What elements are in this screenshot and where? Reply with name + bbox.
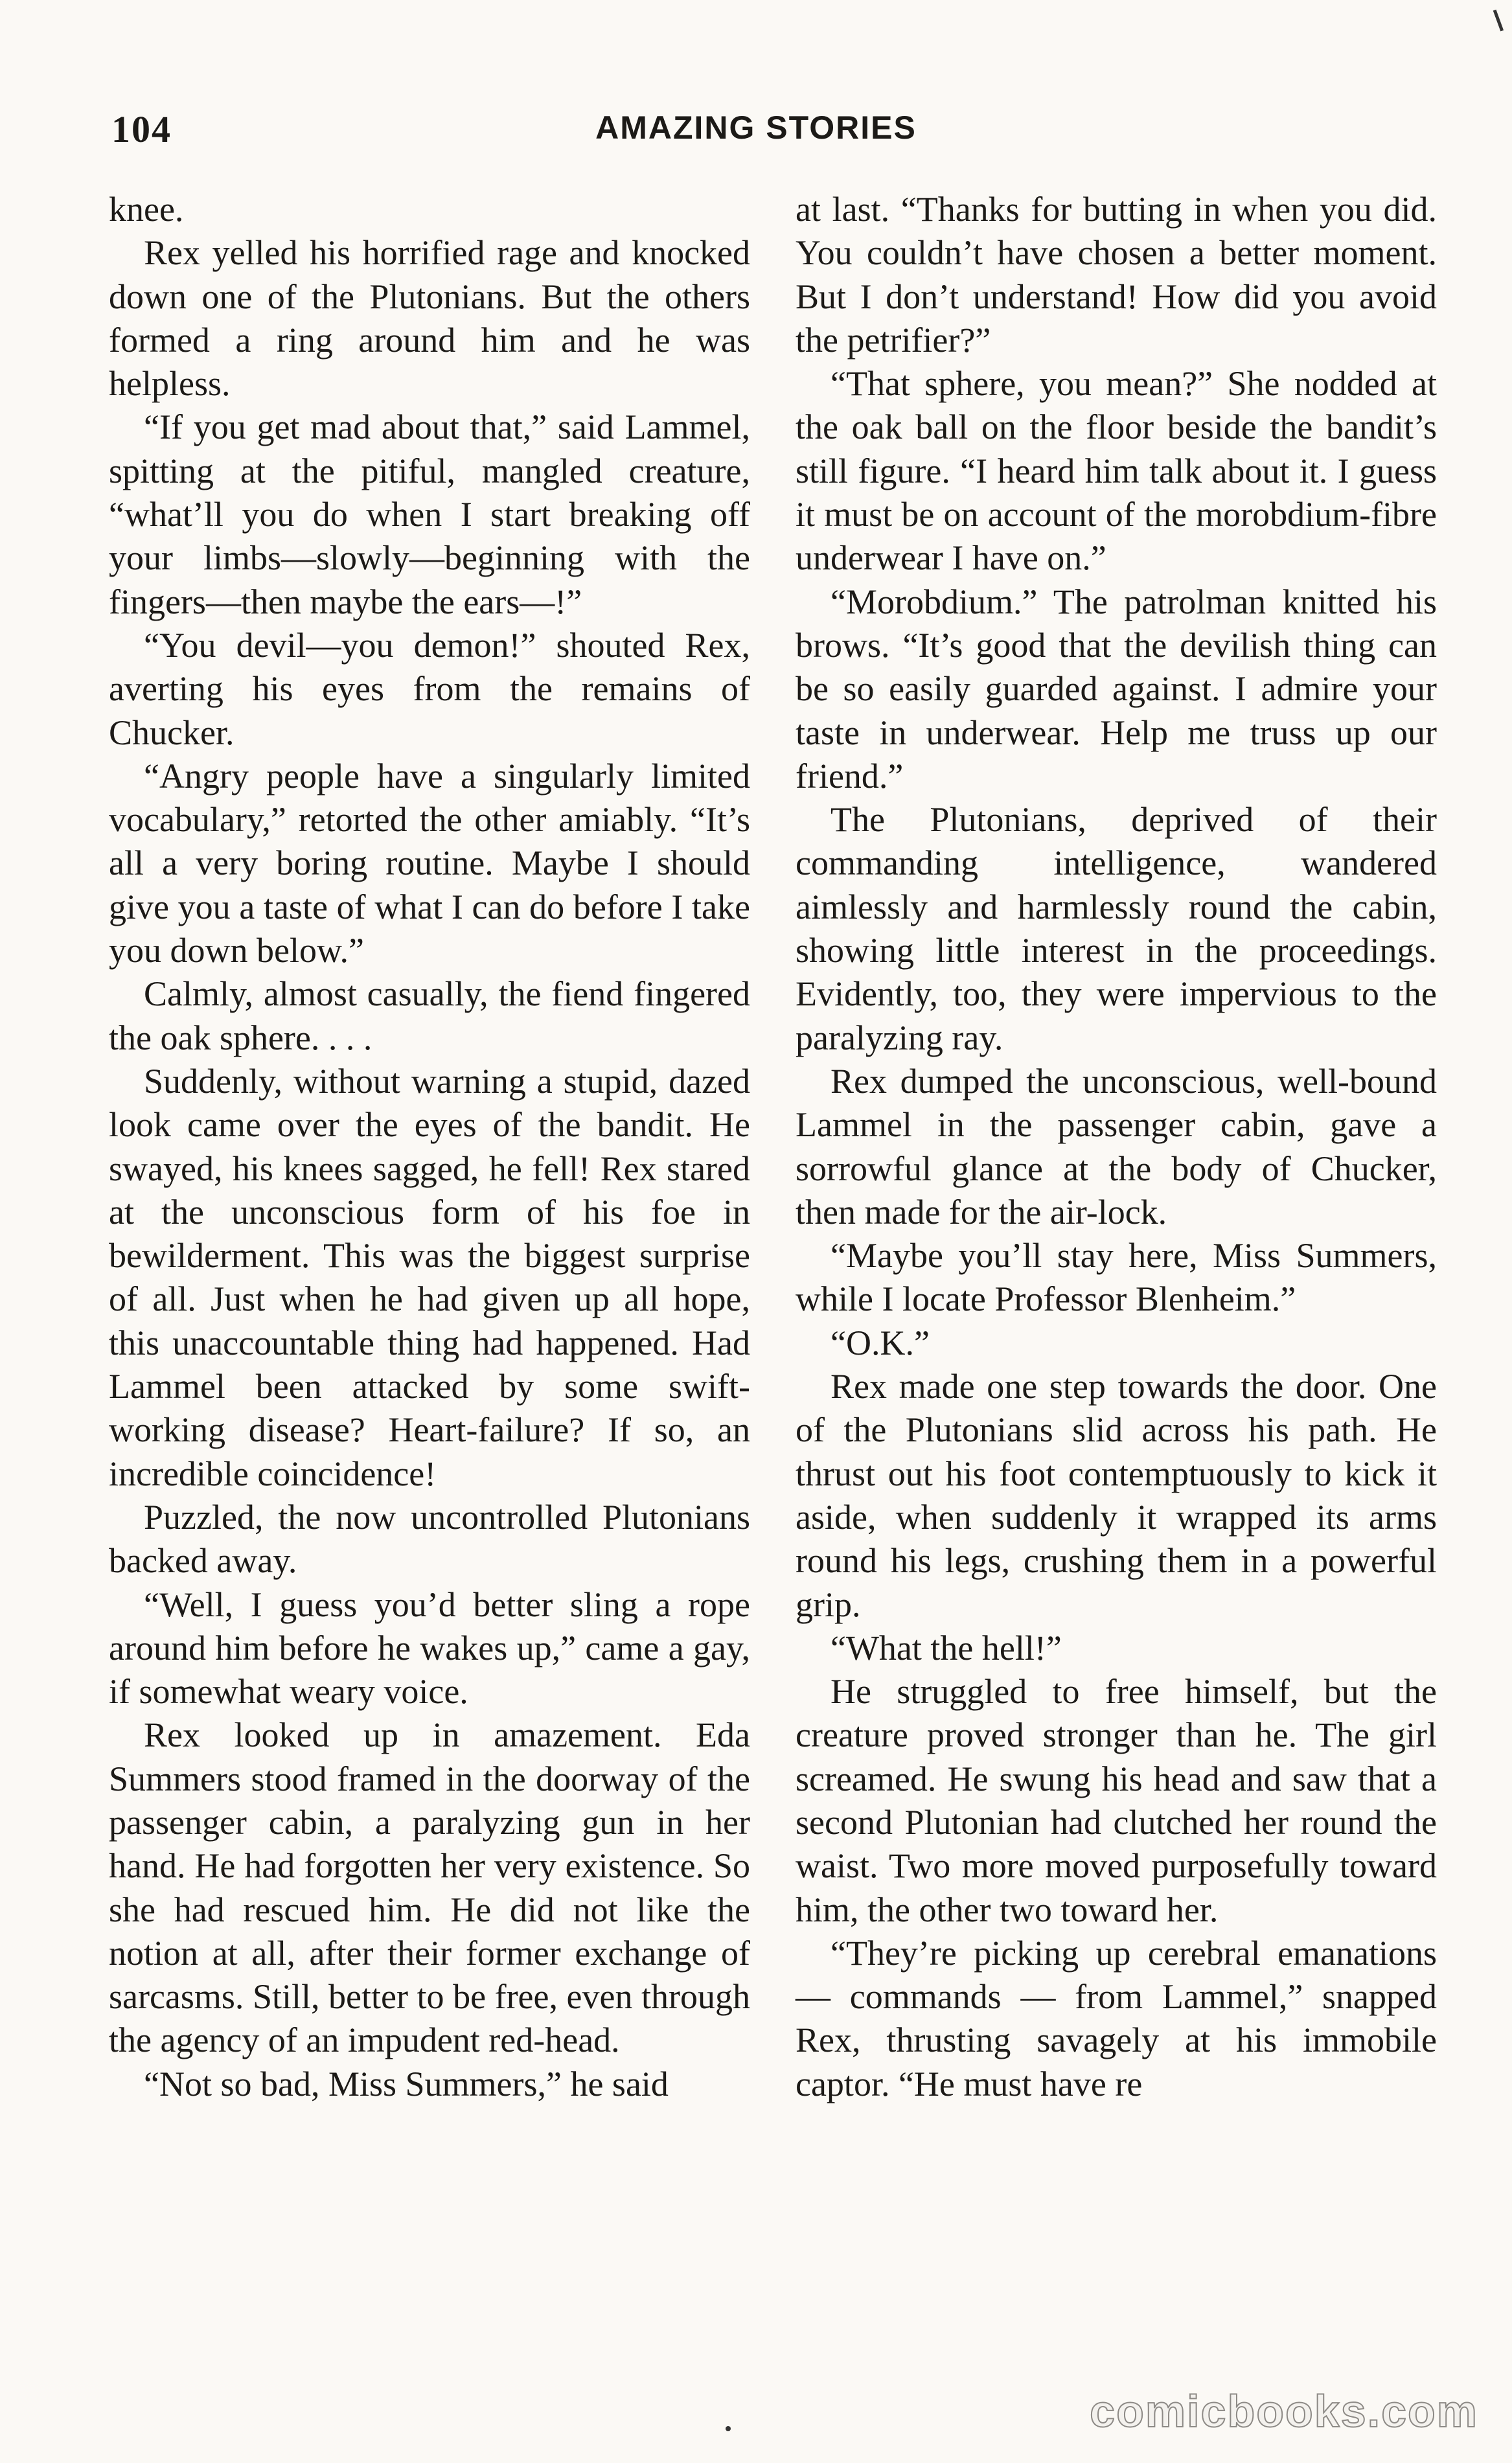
paragraph: “O.K.” [830,1323,930,1362]
paragraph: Calmly, almost casually, the fiend fingered the oak sphere. . . . [109,974,750,1057]
right-column [796,188,1437,2106]
paragraph: knee. [109,190,184,229]
paragraph: Puzzled, the now uncontrolled Plutonians backed away. [109,1497,750,1581]
paragraph: “That sphere, you mean?” She nodded at the oak ball on the floor beside the bandit’s still figure. “I heard him talk about it. I guess it must be on account of the morobdium-fibre underwear I have on.” [796,364,1437,578]
paragraph: Suddenly, without warning a stupid, dazed look came over the eyes of the bandit. He swayed, his knees sagged, he fell! Rex stared at the unconscious form of his foe in bewilderment. This was the biggest surprise of all. Just when he had given up all hope, this unaccountable thing had happened. Had Lammel been attacked by some swift-working disease? Heart-failure? If so, an incredible coincidence! [109,1061,750,1493]
paragraph: Rex looked up in amazement. Eda Summers stood framed in the doorway of the passenger cabin, a paralyzing gun in her hand. He had forgotten her very existence. So she had rescued him. He did not like the notion at all, after their former exchange of sarcasms. Still, better to be free, even through the agency of an impudent red-head. [109,1715,750,2060]
paragraph: He struggled to free himself, but the creature proved stronger than he. The girl screamed. He swung his head and saw that a second Plutonian had clutched her round the waist. Two more moved purposefully toward him, the other two toward her. [796,1672,1437,1929]
paragraph: “Angry people have a singularly limited vocabulary,” retorted the other amiably. “It’s all a very boring routine. Maybe I should give you a taste of what I can do before I take you down below.” [109,756,750,970]
page-header [0,108,1512,159]
paragraph: at last. “Thanks for butting in when you did. You couldn’t have chosen a better moment. But I don’t understand! How did you avoid the petrifier?” [796,190,1437,360]
print-speck [726,2426,731,2431]
paragraph: “Maybe you’ll stay here, Miss Summers, while I locate Professor Blenheim.” [796,1236,1437,1319]
paragraph: Rex yelled his horrified rage and knocked down one of the Plutonians. But the others formed a ring around him and he was helpless. [109,233,750,404]
paragraph: “Morobdium.” The patrolman knitted his brows. “It’s good that the devilish thing can be so easily guarded against. I admire your taste in underwear. Help me truss up our friend.” [796,582,1437,796]
watermark: comicbooks.com [1090,2386,1478,2436]
left-column [109,188,750,2106]
paragraph: “You devil—you demon!” shouted Rex, averting his eyes from the remains of Chucker. [109,625,750,752]
paragraph: “Well, I guess you’d better sling a rope around him before he wakes up,” came a gay, if somewhat weary voice. [109,1585,750,1712]
paragraph: The Plutonians, deprived of their commanding intelligence, wandered aimlessly and harmlessly round the cabin, showing little interest in the proceedings. Evidently, too, they were impervious to the paralyzing ray. [796,800,1437,1057]
paragraph: “If you get mad about that,” said Lammel, spitting at the pitiful, mangled creature, “what’ll you do when I start breaking off your limbs—slowly—beginning with the fingers—then maybe the ears—!” [109,407,750,621]
page-number: 104 [111,108,172,150]
paragraph: Rex made one step towards the door. One of the Plutonians slid across his path. He thrust out his foot contemptuously to kick it aside, when suddenly it wrapped its arms round his legs, crushing them in a powerful grip. [796,1367,1437,1624]
running-head: AMAZING STORIES [595,109,917,146]
page-corner-mark [1481,10,1504,36]
paragraph: “They’re picking up cerebral emanations — commands — from Lammel,” snapped Rex, thrusting savagely at his immobile captor. “He must have re [796,1933,1437,2103]
paragraph: “Not so bad, Miss Summers,” he said [144,2064,669,2103]
paragraph: Rex dumped the unconscious, well-bound Lammel in the passenger cabin, gave a sorrowful glance at the body of Chucker, then made for the air-lock. [796,1061,1437,1232]
paragraph: “What the hell!” [830,1628,1062,1667]
